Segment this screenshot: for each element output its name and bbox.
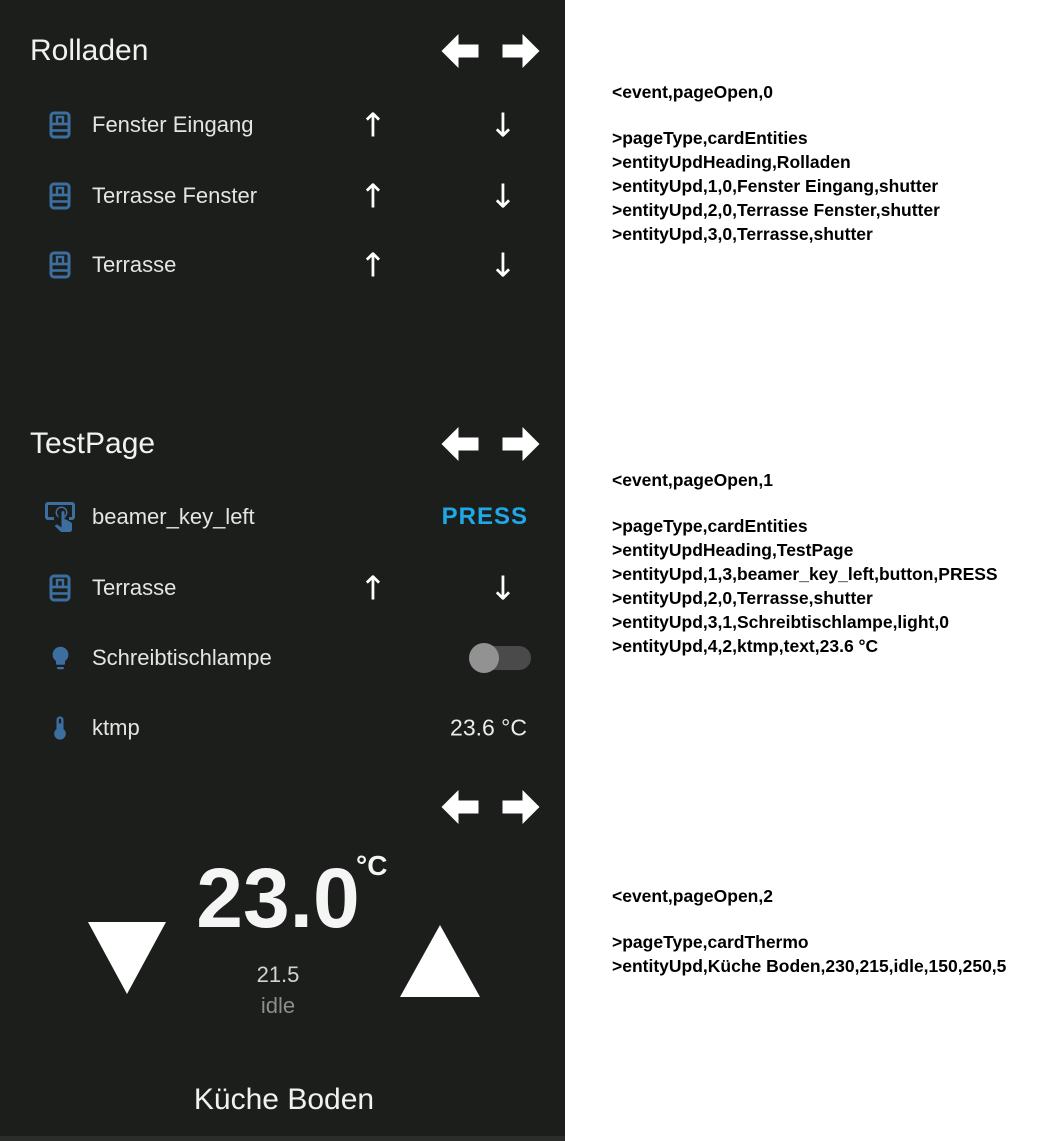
entity-label: Schreibtischlampe — [92, 645, 272, 670]
sensor-value: 23.6 °C — [450, 714, 527, 741]
arrow-right-icon — [502, 448, 540, 465]
shutter-down-button[interactable]: ↓ — [489, 245, 517, 285]
thermometer-icon — [42, 714, 78, 742]
arrow-right-icon — [502, 55, 540, 72]
shutter-down-button[interactable]: ↓ — [489, 568, 517, 608]
shutter-down-button[interactable]: ↓ — [489, 176, 517, 216]
lightbulb-icon — [42, 645, 78, 672]
protocol-line: >entityUpd,Küche Boden,230,215,idle,150,250,5 — [612, 956, 1007, 976]
protocol-line: >entityUpd,3,0,Terrasse,shutter — [612, 224, 873, 244]
nav-prev-button[interactable] — [441, 427, 479, 461]
entity-row-terrasse — [0, 243, 565, 287]
entity-label: ktmp — [92, 715, 140, 740]
entity-row-schreibtischlampe — [0, 636, 565, 680]
current-temperature: 23.0 — [196, 851, 360, 945]
hvac-state: idle — [260, 993, 296, 1018]
gesture-tap-button-icon — [42, 499, 78, 536]
panel-bottom-edge — [0, 1136, 565, 1141]
entity-label: Fenster Eingang — [92, 112, 254, 137]
protocol-line: >pageType,cardThermo — [612, 932, 809, 952]
shutter-icon — [42, 251, 78, 279]
protocol-event-line: <event,pageOpen,2 — [612, 886, 773, 906]
light-toggle-switch[interactable] — [468, 643, 532, 673]
protocol-line: >entityUpd,2,0,Terrasse Fenster,shutter — [612, 200, 940, 220]
protocol-line: >entityUpd,1,3,beamer_key_left,button,PRESS — [612, 564, 998, 584]
entity-label: Terrasse Fenster — [92, 183, 258, 208]
protocol-line: >entityUpdHeading,TestPage — [612, 540, 854, 560]
entity-row-terrasse-fenster — [0, 174, 565, 218]
target-temperature: 21.5 — [256, 962, 300, 987]
protocol-line: >entityUpd,2,0,Terrasse,shutter — [612, 588, 873, 608]
card-testpage-title: TestPage — [30, 427, 156, 460]
protocol-line: >pageType,cardEntities — [612, 128, 808, 148]
arrow-right-icon — [502, 811, 540, 828]
press-button[interactable]: PRESS — [441, 503, 528, 530]
protocol-line: >pageType,cardEntities — [612, 516, 808, 536]
protocol-event-line: <event,pageOpen,0 — [612, 82, 773, 102]
nav-prev-button[interactable] — [441, 34, 479, 68]
nav-next-button[interactable] — [502, 427, 540, 461]
entity-row-fenster-eingang — [0, 103, 565, 147]
entity-row-beamer-key-left — [0, 495, 565, 539]
protocol-block-0 — [612, 80, 940, 246]
entity-row-ktmp — [0, 706, 565, 750]
nav-next-button[interactable] — [502, 34, 540, 68]
shutter-down-button[interactable]: ↓ — [489, 105, 517, 145]
entity-row-terrasse-2 — [0, 566, 565, 610]
temperature-unit: °C — [356, 850, 388, 881]
temp-decrease-button[interactable] — [88, 922, 166, 994]
protocol-block-1 — [612, 468, 998, 658]
nav-prev-button[interactable] — [441, 790, 479, 824]
protocol-line: >entityUpd,1,0,Fenster Eingang,shutter — [612, 176, 939, 196]
arrow-left-icon — [441, 811, 479, 828]
entity-label: Terrasse — [92, 252, 177, 277]
shutter-icon — [42, 111, 78, 139]
arrow-left-icon — [441, 55, 479, 72]
toggle-knob — [469, 643, 499, 673]
card-rolladen-title: Rolladen — [30, 34, 149, 67]
shutter-icon — [42, 182, 78, 210]
shutter-up-button[interactable]: ↑ — [359, 176, 387, 216]
protocol-block-2 — [612, 884, 1006, 978]
protocol-line: >entityUpdHeading,Rolladen — [612, 152, 851, 172]
protocol-event-line: <event,pageOpen,1 — [612, 470, 773, 490]
shutter-up-button[interactable]: ↑ — [359, 245, 387, 285]
card-thermo-title: Küche Boden — [193, 1083, 375, 1116]
entity-label: Terrasse — [92, 575, 177, 600]
shutter-icon — [42, 574, 78, 602]
arrow-left-icon — [441, 448, 479, 465]
nav-next-button[interactable] — [502, 790, 540, 824]
shutter-up-button[interactable]: ↑ — [359, 568, 387, 608]
shutter-up-button[interactable]: ↑ — [359, 105, 387, 145]
temp-increase-button[interactable] — [400, 925, 480, 997]
protocol-line: >entityUpd,4,2,ktmp,text,23.6 °C — [612, 636, 879, 656]
protocol-line: >entityUpd,3,1,Schreibtischlampe,light,0 — [612, 612, 949, 632]
entity-label: beamer_key_left — [92, 504, 255, 529]
